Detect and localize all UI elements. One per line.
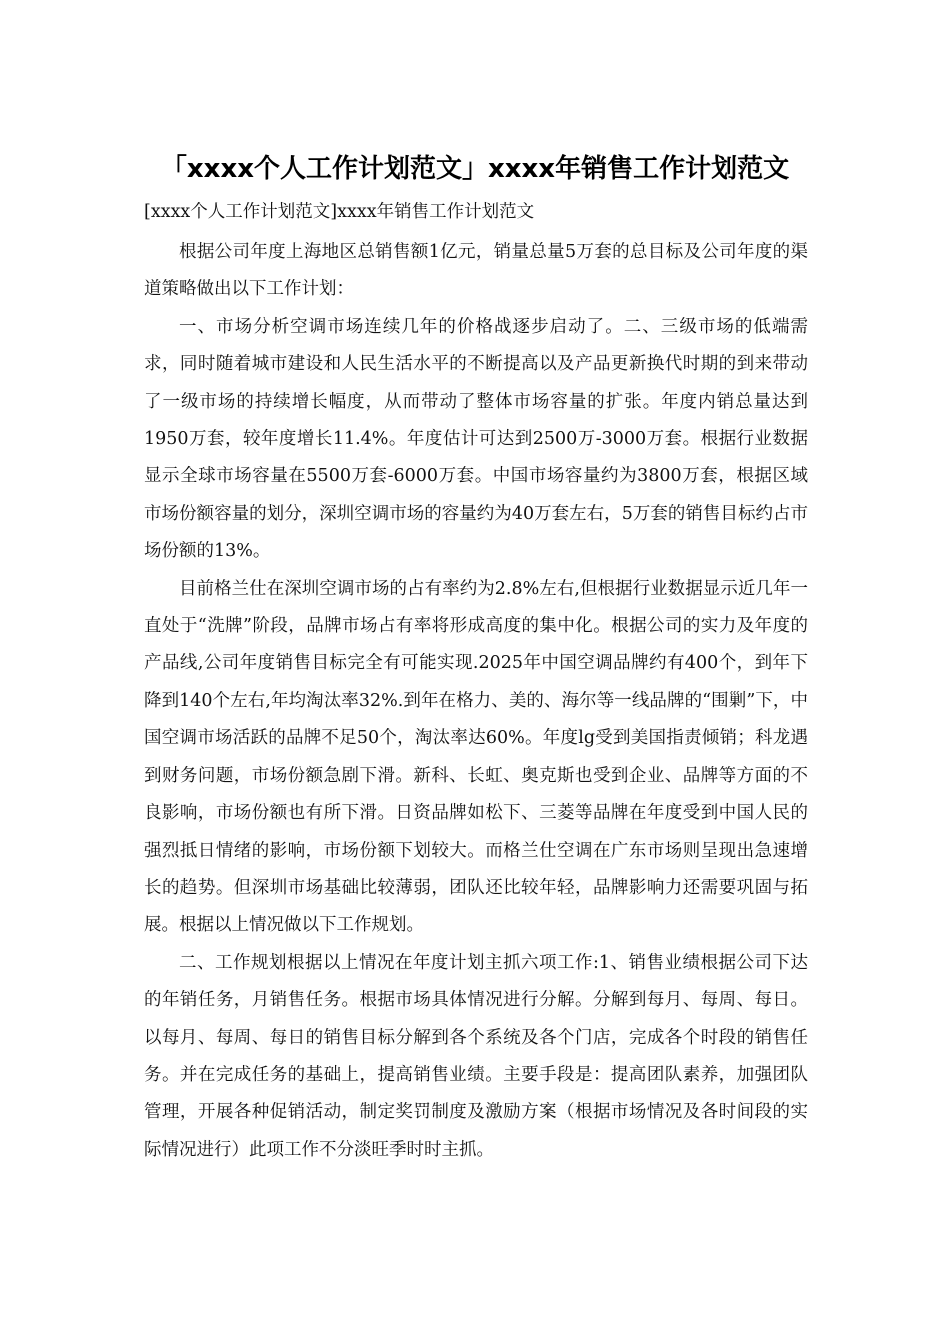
document-body xyxy=(144,234,808,1169)
document-title: 「xxxx个人工作计划范文」xxxx年销售工作计划范文 xyxy=(160,154,790,184)
paragraph-work-plan: 二、工作规划根据以上情况在年度计划主抓六项工作:1、销售业绩根据公司下达的年销任务，月销售任务。根据市场具体情况进行分解。分解到每月、每周、每日。以每月、每周、每日的销售目标分解到各个系统及各个门店，完成各个时段的销售任务。并在完成任务的基础上，提高销售业绩。主要手段是：提高团队素养，加强团队管理，开展各种促销活动，制定奖罚制度及激励方案（根据市场情况及各时间段的实际情况进行）此项工作不分淡旺季时时主抓。 xyxy=(144,952,808,1160)
paragraph-brand-situation: 目前格兰仕在深圳空调市场的占有率约为2.8%左右,但根据行业数据显示近几年一直处于“洗牌”阶段，品牌市场占有率将形成高度的集中化。根据公司的实力及年度的产品线,公司年度销售目标完全有可能实现.2025年中国空调品牌约有400个，到年下降到140个左右,年均淘汰率32%.到年在格力、美的、海尔等一线品牌的“围剿”下，中国空调市场活跃的品牌不足50个，淘汰率达60%。年度lg受到美国指责倾销；科龙遇到财务问题，市场份额急剧下滑。新科、长虹、奥克斯也受到企业、品牌等方面的不良影响，市场份额也有所下滑。日资品牌如松下、三菱等品牌在年度受到中国人民的强烈抵日情绪的影响，市场份额下划较大。而格兰仕空调在广东市场则呈现出急速增长的趋势。但深圳市场基础比较薄弱，团队还比较年轻，品牌影响力还需要巩固与拓展。根据以上情况做以下工作规划。 xyxy=(144,578,808,936)
paragraph-intro: 根据公司年度上海地区总销售额1亿元，销量总量5万套的总目标及公司年度的渠道策略做出以下工作计划： xyxy=(144,242,808,300)
document-subtitle: [xxxx个人工作计划范文]xxxx年销售工作计划范文 xyxy=(144,202,535,222)
paragraph-market-analysis: 一、市场分析空调市场连续几年的价格战逐步启动了。二、三级市场的低端需求，同时随着城市建设和人民生活水平的不断提高以及产品更新换代时期的到来带动了一级市场的持续增长幅度，从而带动了整体市场容量的扩张。年度内销总量达到1950万套，较年度增长11.4%。年度估计可达到2500万-3000万套。根据行业数据显示全球市场容量在5500万套-6000万套。中国市场容量约为3800万套，根据区域市场份额容量的划分，深圳空调市场的容量约为40万套左右，5万套的销售目标约占市场份额的13%。 xyxy=(144,316,808,562)
